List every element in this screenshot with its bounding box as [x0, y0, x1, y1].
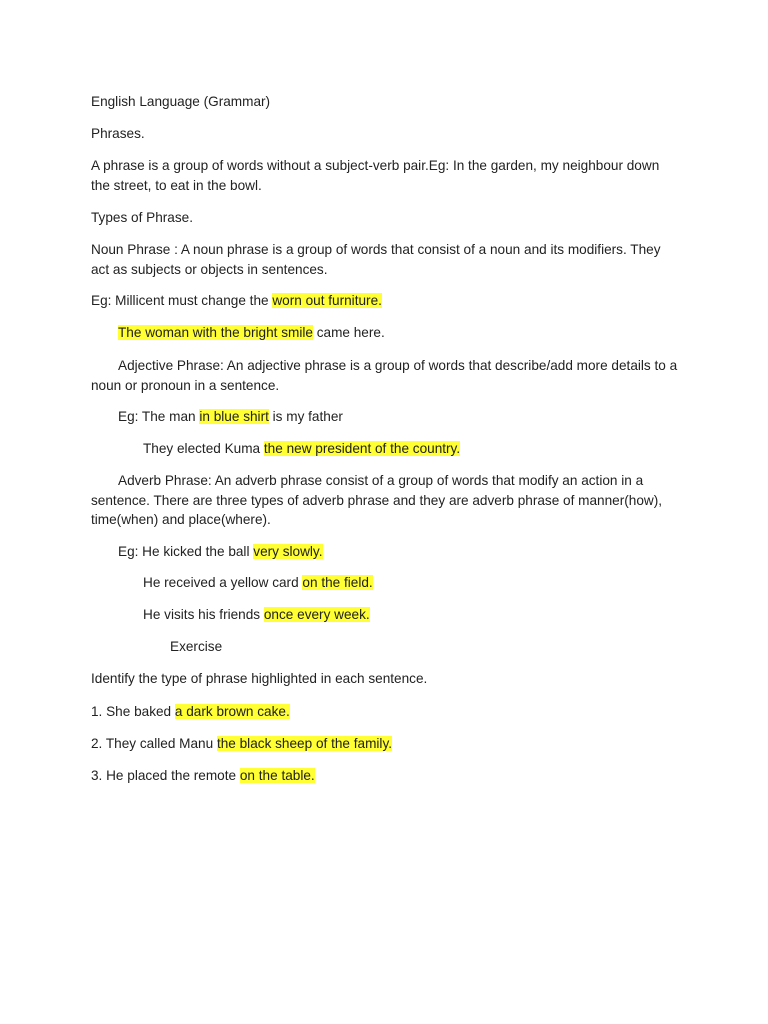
question-text: 2. They called Manu — [91, 736, 217, 751]
highlighted-phrase: on the field. — [302, 575, 373, 590]
highlighted-phrase: The woman with the bright smile — [118, 325, 313, 340]
highlighted-phrase: once every week. — [263, 607, 370, 622]
types-heading: Types of Phrase. — [91, 210, 194, 225]
example-text: came here. — [312, 325, 385, 340]
example-text: He visits his friends — [143, 607, 264, 622]
example-text: Eg: He kicked the ball — [118, 544, 254, 559]
adverb-phrase-example-3 — [143, 605, 743, 625]
exercise-heading: Exercise — [170, 639, 223, 654]
highlighted-phrase: worn out furniture. — [272, 293, 382, 308]
example-text: Eg: The man — [118, 409, 200, 424]
highlighted-phrase: very slowly. — [253, 544, 323, 559]
section-heading-phrases: Phrases. — [91, 126, 145, 141]
example-text: He received a yellow card — [143, 575, 303, 590]
phrase-definition: A phrase is a group of words without a subject-verb pair.Eg: In the garden, my neighbour down the street, to eat in the bowl. — [91, 158, 660, 193]
noun-phrase-example-1 — [91, 291, 691, 311]
exercise-instruction: Identify the type of phrase highlighted in each sentence. — [91, 671, 428, 686]
highlighted-phrase: the new president of the country. — [263, 441, 461, 456]
adverb-phrase-example-2 — [143, 573, 743, 593]
highlighted-phrase: in blue shirt — [199, 409, 269, 424]
exercise-question-2 — [91, 734, 691, 754]
adverb-phrase-definition: Adverb Phrase: An adverb phrase consist of a group of words that modify an action in a sentence. There are three types of adverb phrase and they are adverb phrase of manner(how), time(when) and place(where). — [91, 473, 663, 527]
example-text: They elected Kuma — [143, 441, 264, 456]
question-text: 3. He placed the remote — [91, 768, 240, 783]
question-text: 1. She baked — [91, 704, 175, 719]
adverb-phrase-example-1 — [118, 542, 718, 562]
example-text: Eg: Millicent must change the — [91, 293, 273, 308]
highlighted-phrase: the black sheep of the family. — [216, 736, 393, 751]
adjective-phrase-example-2 — [143, 439, 743, 459]
highlighted-phrase: on the table. — [239, 768, 315, 783]
exercise-question-3 — [91, 766, 691, 786]
document-title: English Language (Grammar) — [91, 94, 271, 109]
adjective-phrase-definition: Adjective Phrase: An adjective phrase is a group of words that describe/add more details to a noun or pronoun in a sentence. — [91, 358, 678, 393]
noun-phrase-example-2 — [118, 323, 718, 343]
noun-phrase-definition: Noun Phrase : A noun phrase is a group of words that consist of a noun and its modifiers. They act as subjects or objects in sentences. — [91, 242, 661, 277]
exercise-question-1 — [91, 702, 691, 722]
highlighted-phrase: a dark brown cake. — [174, 704, 290, 719]
example-text: is my father — [268, 409, 343, 424]
adjective-phrase-example-1 — [118, 407, 718, 427]
